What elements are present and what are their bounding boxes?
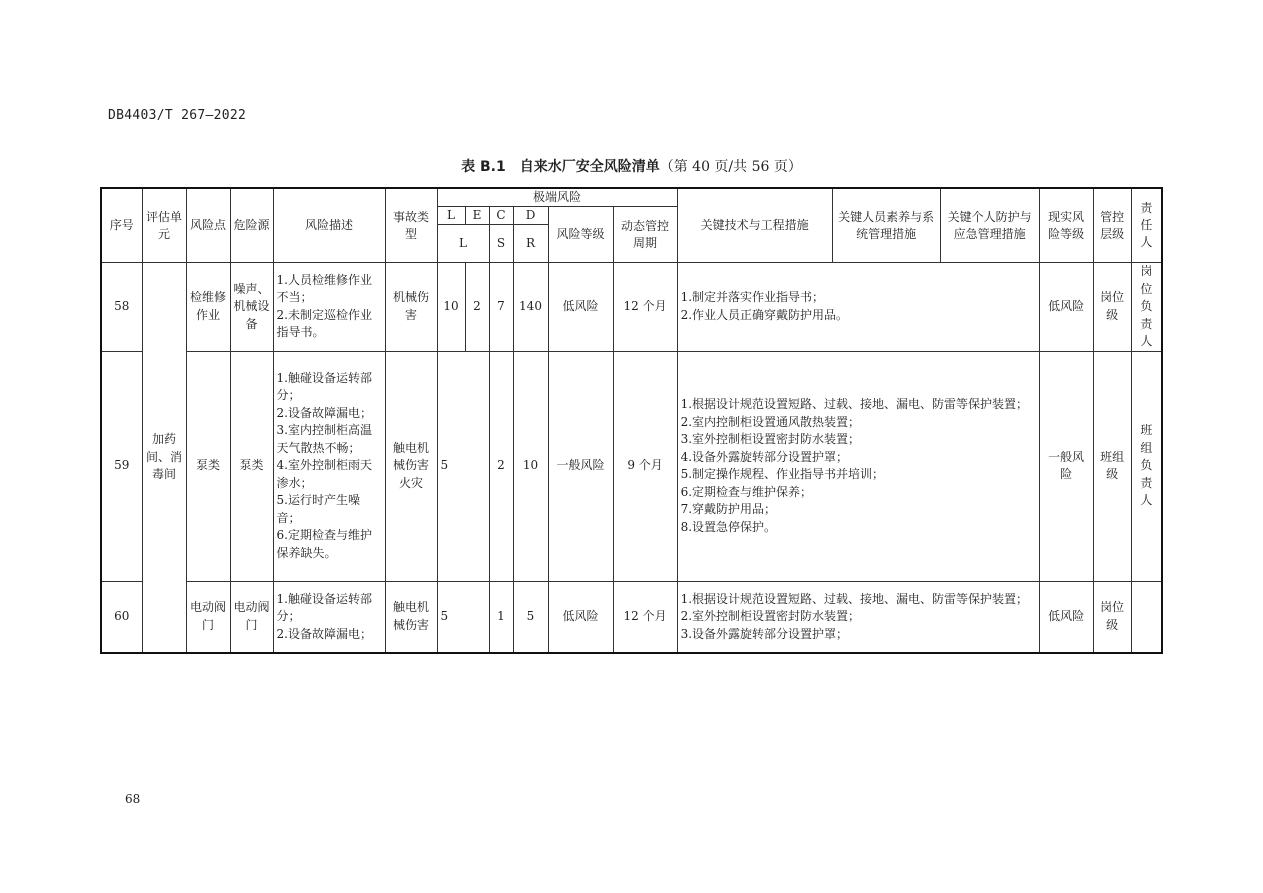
cell-period: 9 个月 [613, 351, 677, 581]
cell-tech: 1.制定并落实作业指导书； 2.作业人员正确穿戴防护用品。 [677, 263, 1039, 352]
table-title: 表 B.1 自来水厂安全风险清单 [461, 159, 660, 175]
cell-hazard: 噪声、机械设备 [230, 263, 273, 352]
col-L2: L [437, 225, 489, 263]
cell-resp: 班组负责人 [1131, 351, 1162, 581]
cell-D: 5 [513, 581, 548, 653]
col-period: 动态管控周期 [613, 207, 677, 263]
cell-level: 低风险 [548, 263, 613, 352]
col-accident: 事故类型 [385, 188, 437, 263]
table-row [101, 351, 1162, 581]
page-number: 68 [125, 792, 141, 806]
table-page-info: （第 40 页/共 56 页） [659, 159, 802, 175]
col-desc: 风险描述 [273, 188, 385, 263]
cell-C: 2 [489, 351, 513, 581]
col-ppe: 关键个人防护与应急管理措施 [940, 188, 1039, 263]
cell-point: 检维修作业 [186, 263, 230, 352]
cell-level: 一般风险 [548, 351, 613, 581]
col-unit: 评估单元 [142, 188, 186, 263]
cell-period: 12 个月 [613, 581, 677, 653]
cell-seq: 59 [101, 351, 142, 581]
col-L: L [437, 207, 465, 225]
cell-actual: 低风险 [1039, 263, 1093, 352]
cell-accident: 触电机械伤害 [385, 581, 437, 653]
cell-actual: 一般风险 [1039, 351, 1093, 581]
cell-C: 7 [489, 263, 513, 352]
cell-D: 10 [513, 351, 548, 581]
cell-tech: 1.根据设计规范设置短路、过载、接地、漏电、防雷等保护装置； 2.室内控制柜设置通风散热装置； 3.室外控制柜设置密封防水装置； 4.设备外露旋转部分设置护罩； 5.制定操作规程、作业指导书并培训； 6.定期检查与维护保养； 7.穿戴防护用品； 8.设置急停保护。 [677, 351, 1039, 581]
col-point: 风险点 [186, 188, 230, 263]
col-risk-level: 风险等级 [548, 207, 613, 263]
col-C: C [489, 207, 513, 225]
cell-seq: 58 [101, 263, 142, 352]
cell-D: 140 [513, 263, 548, 352]
cell-tech: 1.根据设计规范设置短路、过载、接地、漏电、防雷等保护装置； 2.室外控制柜设置密封防水装置； 3.设备外露旋转部分设置护罩； [677, 581, 1039, 653]
cell-L: 10 [437, 263, 465, 352]
cell-L: 5 [437, 581, 489, 653]
col-extreme-risk: 极端风险 [437, 188, 677, 207]
cell-period: 12 个月 [613, 263, 677, 352]
col-seq: 序号 [101, 188, 142, 263]
risk-table [100, 187, 1163, 654]
cell-C: 1 [489, 581, 513, 653]
cell-control: 岗位级 [1093, 581, 1131, 653]
cell-accident: 触电机械伤害火灾 [385, 351, 437, 581]
cell-control: 班组级 [1093, 351, 1131, 581]
cell-desc: 1.人员检维修作业不当； 2.未制定巡检作业指导书。 [273, 263, 385, 352]
cell-hazard: 电动阀门 [230, 581, 273, 653]
col-tech: 关键技术与工程措施 [677, 188, 832, 263]
cell-resp [1131, 581, 1162, 653]
cell-actual: 低风险 [1039, 581, 1093, 653]
table-row [101, 263, 1162, 352]
cell-seq: 60 [101, 581, 142, 653]
col-personnel: 关键人员素养与系统管理措施 [832, 188, 940, 263]
cell-E: 2 [465, 263, 489, 352]
cell-point: 泵类 [186, 351, 230, 581]
cell-level: 低风险 [548, 581, 613, 653]
col-E: E [465, 207, 489, 225]
cell-desc: 1.触碰设备运转部分； 2.设备故障漏电； [273, 581, 385, 653]
col-actual-level: 现实风险等级 [1039, 188, 1093, 263]
cell-control: 岗位级 [1093, 263, 1131, 352]
col-control-level: 管控层级 [1093, 188, 1131, 263]
col-R: R [513, 225, 548, 263]
cell-hazard: 泵类 [230, 351, 273, 581]
cell-unit: 加药间、消毒间 [142, 263, 186, 654]
cell-accident: 机械伤害 [385, 263, 437, 352]
cell-L: 5 [437, 351, 489, 581]
col-hazard: 危险源 [230, 188, 273, 263]
cell-desc: 1.触碰设备运转部分； 2.设备故障漏电； 3.室内控制柜高温天气散热不畅； 4.室外控制柜雨天渗水； 5.运行时产生噪音； 6.定期检查与维护保养缺失。 [273, 351, 385, 581]
table-caption [0, 156, 1263, 176]
table-row [101, 581, 1162, 653]
document-code: DB4403/T 267—2022 [108, 108, 247, 123]
col-D: D [513, 207, 548, 225]
col-responsible: 责任人 [1131, 188, 1162, 263]
col-S: S [489, 225, 513, 263]
cell-point: 电动阀门 [186, 581, 230, 653]
cell-resp: 岗位负责人 [1131, 263, 1162, 352]
